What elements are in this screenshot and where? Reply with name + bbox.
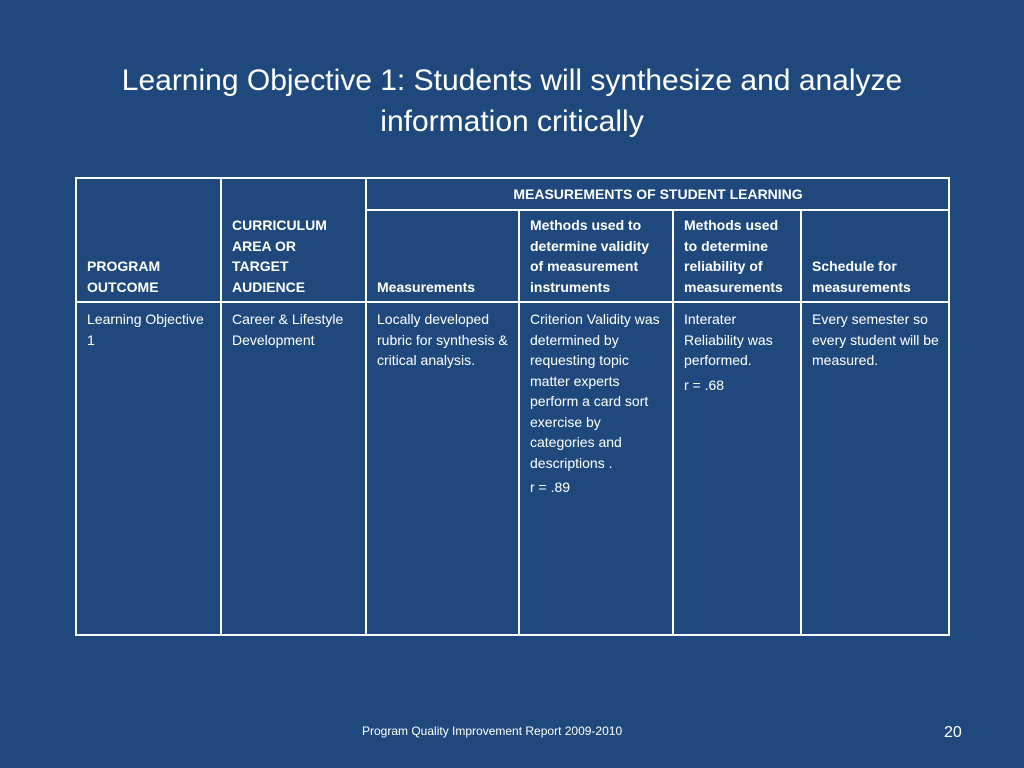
assessment-table — [75, 177, 950, 636]
cell-reliability-r-value: r = .68 — [684, 376, 725, 393]
header-measurements: Measurements — [366, 210, 519, 302]
header-validity-methods: Methods used to determine validity of measurement instruments — [519, 210, 673, 302]
assessment-table-wrapper — [75, 177, 948, 636]
cell-measurements: Locally developed rubric for synthesis & critical analysis. — [366, 302, 519, 635]
cell-program-outcome: Learning Objective 1 — [76, 302, 221, 635]
header-reliability-methods: Methods used to determine reliability of measurements — [673, 210, 801, 302]
header-program-outcome: PROGRAM OUTCOME — [76, 178, 221, 302]
header-measurements-group: MEASUREMENTS OF STUDENT LEARNING — [366, 178, 949, 210]
cell-schedule: Every semester so every student will be measured. — [801, 302, 949, 635]
slide-title-line-1: Learning Objective 1: Students will synthesize and analyze — [121, 64, 903, 97]
cell-validity-text: Criterion Validity was determined by requesting topic matter experts perform a card sort exercise by categories and descriptions . — [530, 311, 660, 471]
cell-reliability-text: Interater Reliability was performed. — [684, 311, 773, 368]
page-number: 20 — [944, 724, 962, 741]
cell-reliability — [673, 302, 801, 635]
cell-validity — [519, 302, 673, 635]
cell-curriculum-area: Career & Lifestyle Development — [221, 302, 366, 635]
header-curriculum-area: CURRICULUM AREA OR TARGET AUDIENCE — [221, 178, 366, 302]
slide-title-line-2: information critically — [380, 105, 644, 138]
header-schedule: Schedule for measurements — [801, 210, 949, 302]
table-row — [76, 302, 949, 635]
slide-title — [60, 60, 964, 142]
cell-validity-r-value: r = .89 — [530, 479, 571, 495]
header-row-group — [76, 178, 949, 210]
slide-footer: Program Quality Improvement Report 2009-2010 — [362, 724, 623, 738]
